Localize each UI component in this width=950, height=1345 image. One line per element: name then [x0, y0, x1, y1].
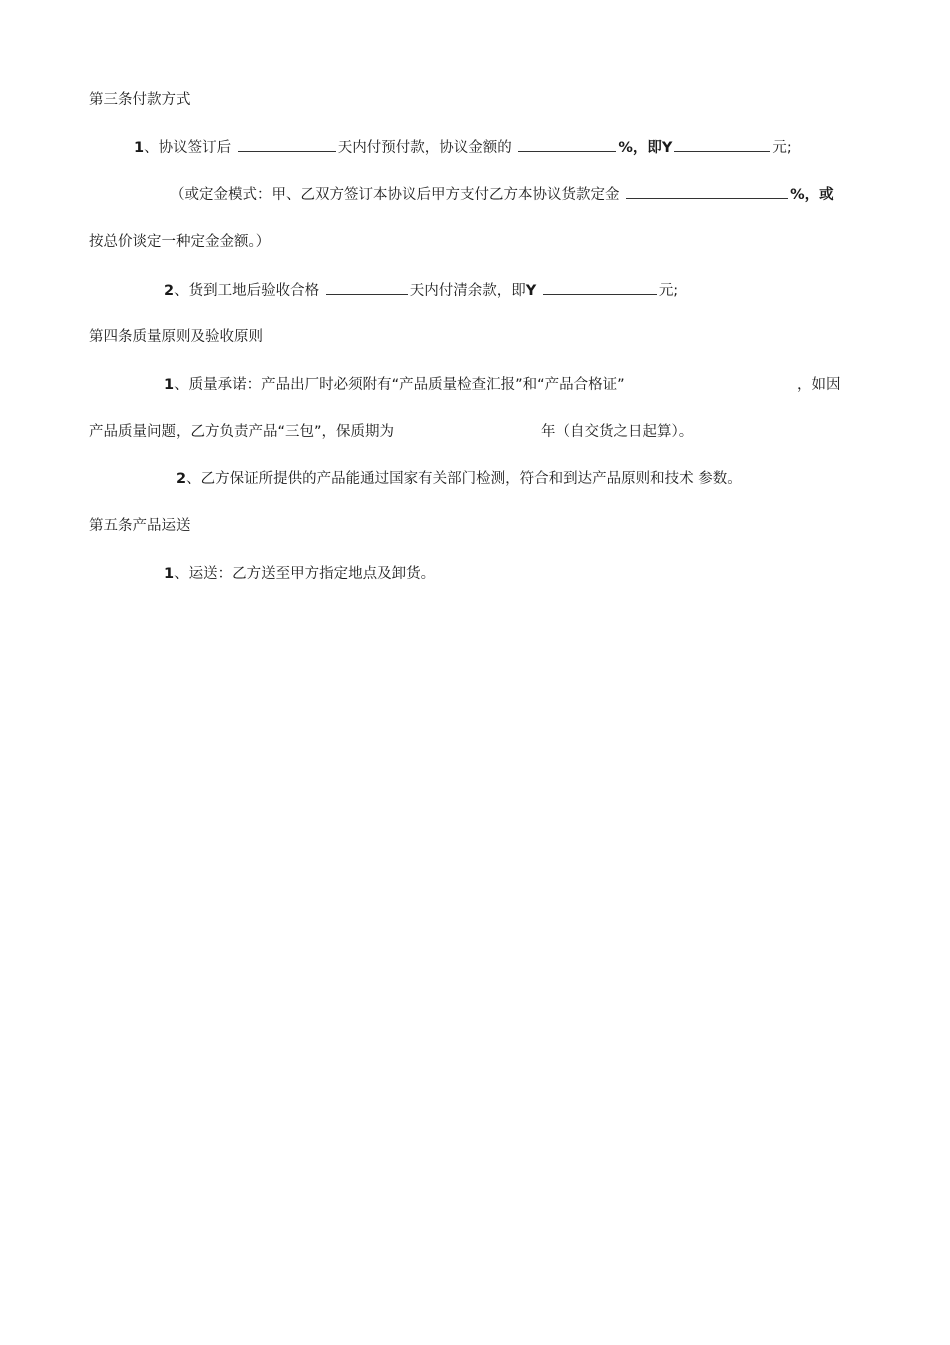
amount-blank[interactable]: [674, 137, 770, 152]
item-number: 1: [164, 566, 175, 582]
yen-symbol: Y: [525, 283, 537, 299]
deposit-note-line-2: 按总价谈定一种定金金额。）: [89, 234, 271, 250]
deposit-percent-blank[interactable]: [626, 184, 788, 199]
item-text: 、协议签订后: [144, 140, 232, 156]
item-text: 元;: [772, 140, 792, 156]
article-3-item-2: [164, 280, 678, 300]
item-number: 1: [164, 377, 175, 393]
item-text: 、乙方保证所提供的产品能通过国家有关部门检测，符合和到达产品原则和技术 参数。: [186, 471, 742, 487]
warranty-years-text: 年（自交货之日起算）。: [541, 424, 694, 440]
article-3-heading: 第三条付款方式: [89, 92, 191, 108]
days-blank[interactable]: [326, 280, 408, 295]
article-4-item-1-line-1: [164, 375, 625, 395]
days-blank[interactable]: [238, 137, 336, 152]
item-text: %，即: [618, 140, 662, 156]
percent-blank[interactable]: [518, 137, 616, 152]
amount-blank[interactable]: [543, 280, 657, 295]
yen-symbol: Y: [661, 140, 673, 156]
item-text: 天内付预付款，协议金额的: [337, 140, 512, 156]
note-text: （或定金模式：甲、乙双方签订本协议后甲方支付乙方本协议货款定金: [170, 187, 620, 203]
item-number: 1: [134, 140, 145, 156]
item-text: 、质量承诺：产品出厂时必须附有“产品质量检查汇报”和“产品合格证”: [174, 377, 625, 393]
item-text: 、运送：乙方送至甲方指定地点及卸货。: [174, 566, 436, 582]
item-number: 2: [176, 471, 187, 487]
deposit-note-line-1: [170, 184, 834, 204]
item-text: 元;: [658, 283, 679, 299]
article-5-heading: 第五条产品运送: [89, 518, 191, 534]
item-text: 、货到工地后验收合格: [174, 283, 320, 299]
article-4-item-1-tail: ，如因: [797, 377, 841, 393]
item-number: 2: [164, 283, 175, 299]
article-5-item-1: [164, 564, 435, 584]
article-3-item-1: [134, 137, 792, 157]
article-4-item-2: [176, 469, 742, 489]
article-4-heading: 第四条质量原则及验收原则: [89, 329, 263, 345]
article-4-item-1-line-2: 产品质量问题，乙方负责产品“三包”，保质期为: [89, 424, 395, 440]
item-text: 天内付清余款，即: [409, 283, 526, 299]
note-text: %，或: [790, 187, 834, 203]
